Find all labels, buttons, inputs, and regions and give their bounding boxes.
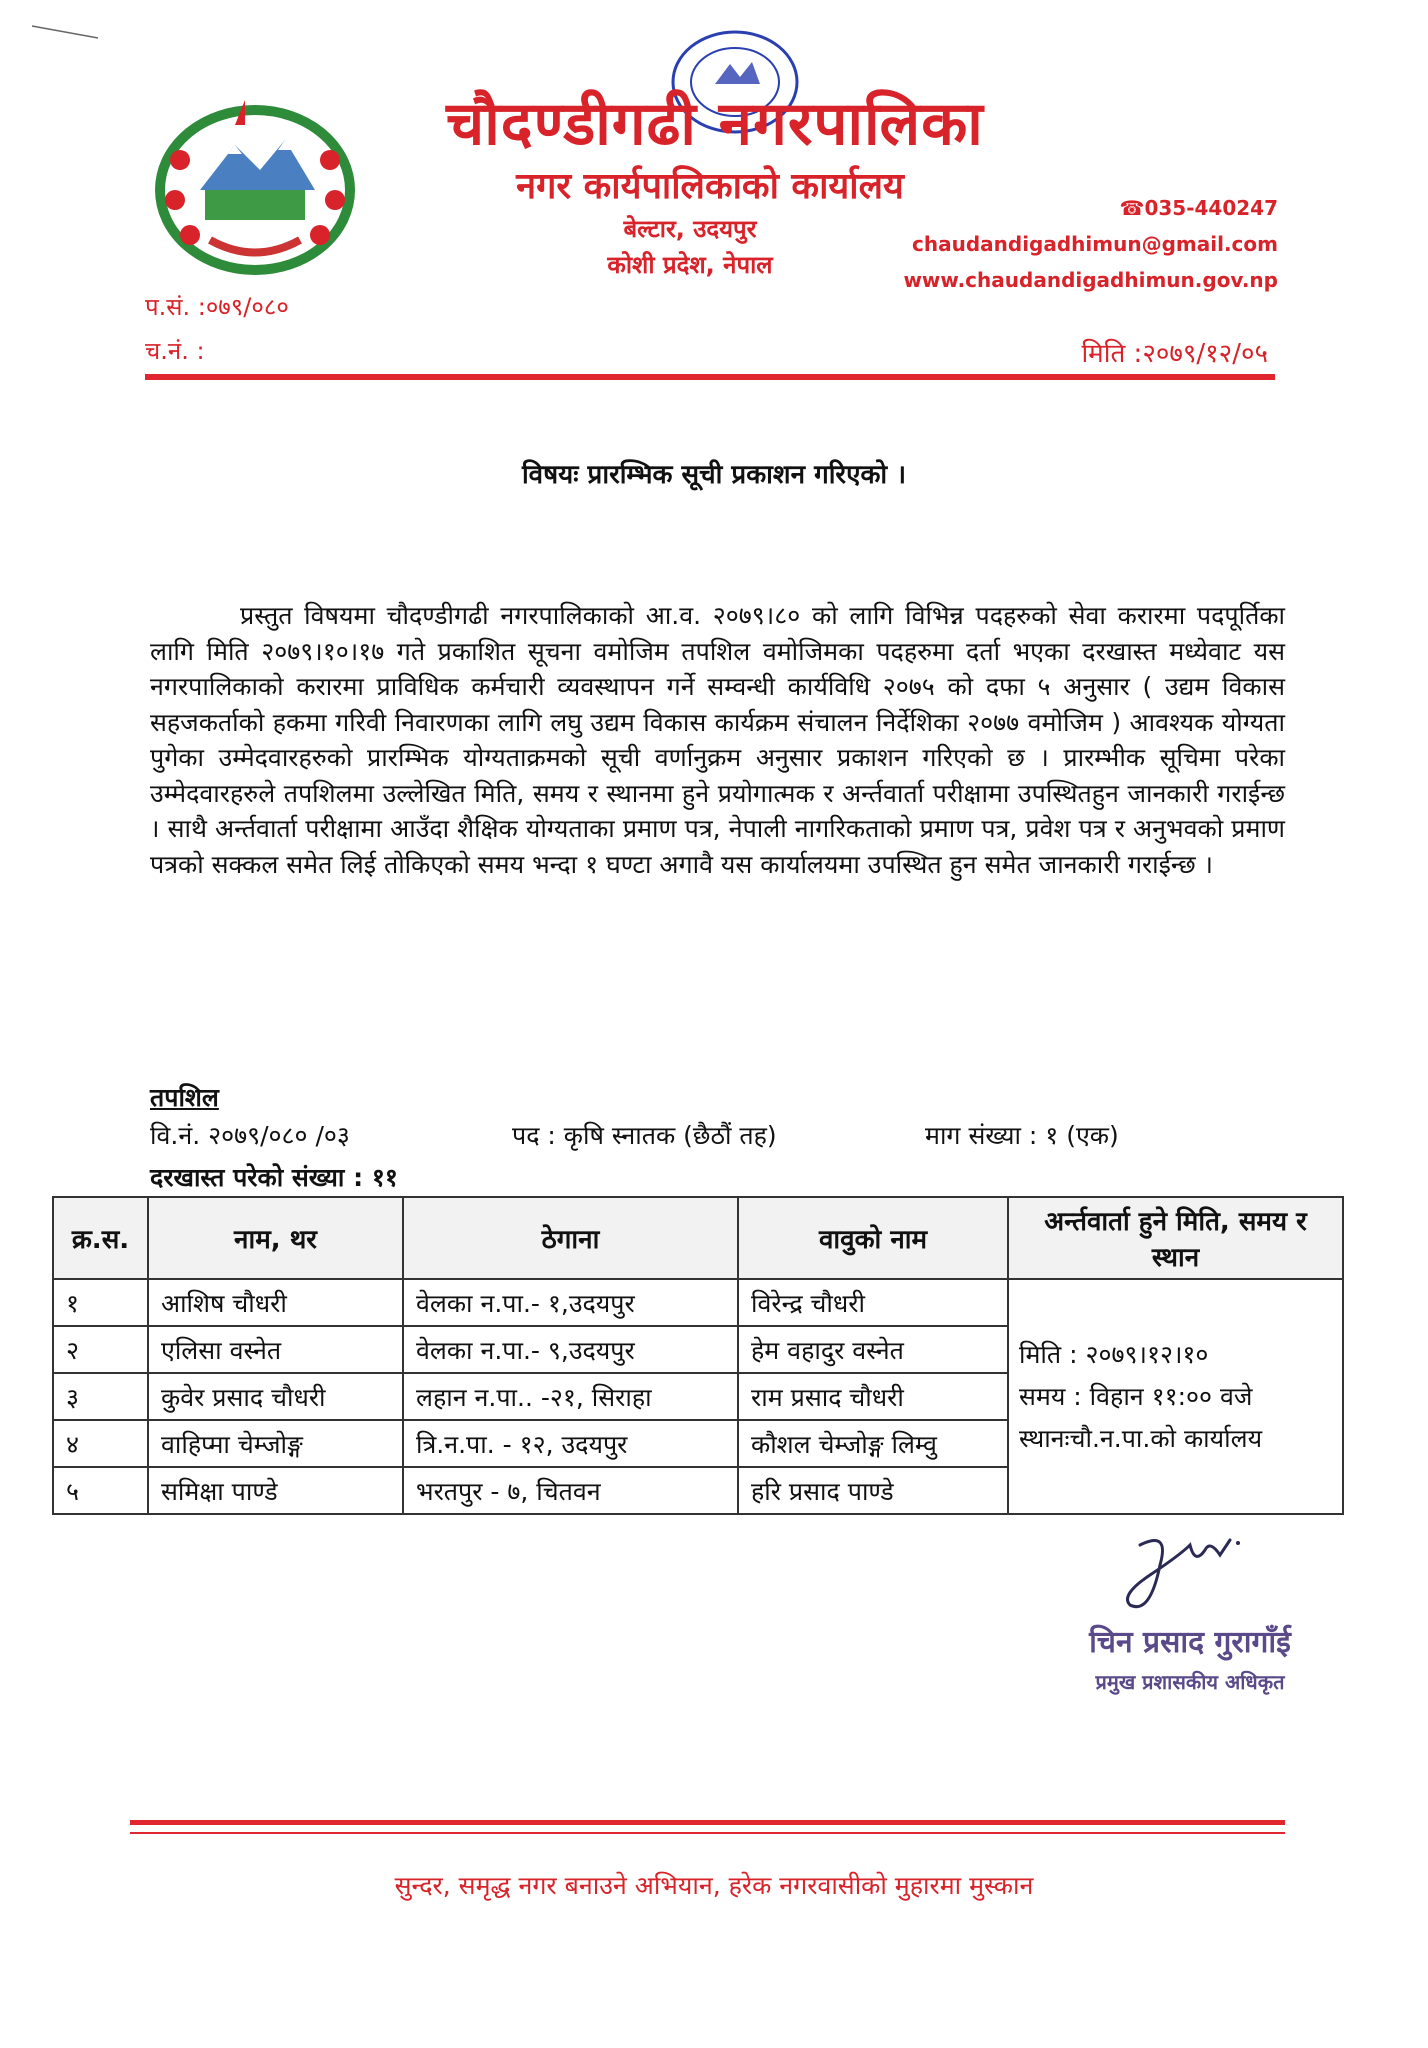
phone-number: ☎035-440247 — [1119, 196, 1278, 220]
org-name: चौदण्डीगढी नगरपालिका — [446, 89, 984, 159]
table-row — [53, 1279, 1343, 1326]
post-name: पद : कृषि स्नातक (छैठौं तह) — [512, 1121, 777, 1150]
subject-line: विषयः प्रारम्भिक सूची प्रकाशन गरिएको । — [521, 460, 907, 490]
email-address: chaudandigadhimun@gmail.com — [912, 232, 1278, 256]
column-header: क्र.स. — [53, 1197, 148, 1279]
office-name: नगर कार्यपालिकाको कार्यालय — [516, 166, 904, 207]
serial-cell: ५ — [53, 1467, 148, 1514]
address-cell: त्रि.न.पा. - १२, उदयपुर — [403, 1420, 738, 1467]
name-cell: समिक्षा पाण्डे — [148, 1467, 403, 1514]
reference-number: प.सं. :०७९/०८० — [145, 293, 289, 321]
address-line-2: कोशी प्रदेश, नेपाल — [607, 251, 773, 279]
application-count: दरखास्त परेको संख्या : ११ — [150, 1163, 398, 1192]
name-cell: कुवेर प्रसाद चौधरी — [148, 1373, 403, 1420]
name-cell: आशिष चौधरी — [148, 1279, 403, 1326]
column-header: नाम, थर — [148, 1197, 403, 1279]
signatory-name: चिन प्रसाद गुरागाँई — [1089, 1625, 1291, 1660]
footer-divider-thin — [130, 1832, 1285, 1834]
header-divider — [145, 374, 1275, 380]
serial-cell: १ — [53, 1279, 148, 1326]
letter-date: मिति :२०७९/१२/०५ — [1081, 339, 1268, 369]
details-heading: तपशिल — [150, 1083, 219, 1112]
candidate-table — [52, 1196, 1344, 1515]
name-cell: वाहिप्मा चेम्जोङ्ग — [148, 1420, 403, 1467]
table-header-row — [53, 1197, 1343, 1279]
footer-divider — [130, 1820, 1285, 1825]
demand-count: माग संख्या : १ (एक) — [925, 1121, 1119, 1150]
website-url: www.chaudandigadhimun.gov.np — [903, 268, 1278, 292]
body-paragraph: प्रस्तुत विषयमा चौदण्डीगढी नगरपालिकाको आ.व. २०७९।८० को लागि विभिन्न पदहरुको सेवा करारमा पदपूर्तिका लागि मिति २०७९।१०।१७ गते प्रकाशित सूचना वमोजिम तपशिल वमोजिमका पदहरुमा दर्ता भएका दरखास्त मध्येवाट यस नगरपालिकाको करारमा प्राविधिक कर्मचारी व्यवस्थापन गर्ने सम्वन्धी कार्यविधि २०७५ को दफा ५ अनुसार ( उद्यम विकास सहजकर्ताको हकमा गरिवी निवारणका लागि लघु उद्यम विकास कार्यक्रम संचालन निर्देशिका २०७७ वमोजिम ) आवश्यक योग्यता पुगेका उम्मेदवारहरुको प्रारम्भिक योग्यताक्रमको सूची वर्णानुक्रम अनुसार प्रकाशन गरिएको छ । प्रारम्भीक सूचिमा परेका उम्मेदवारहरुले तपशिलमा उल्लेखित मिति, समय र स्थानमा हुने प्रयोगात्मक र अर्न्तवार्ता परीक्षामा उपस्थितहुन जानकारी गराईन्छ । साथै अर्न्तवार्ता परीक्षामा आउँदा शैक्षिक योग्यताका प्रमाण पत्र, नेपाली नागरिकताको प्रमाण पत्र, प्रवेश पत्र र अनुभवको प्रमाण पत्रको सक्कल समेत लिई तोकिएको समय भन्दा १ घण्टा अगावै यस कार्यालयमा उपस्थित हुन समेत जानकारी गराईन्छ । — [150, 601, 1285, 879]
column-header: अर्न्तवार्ता हुने मिति, समय र स्थान — [1008, 1197, 1343, 1279]
interview-place: स्थानःचौ.न.पा.को कार्यालय — [1019, 1423, 1263, 1453]
dispatch-number: च.नं. : — [145, 337, 205, 365]
father-name-cell: हरि प्रसाद पाण्डे — [738, 1467, 1008, 1514]
address-cell: वेलका न.पा.- १,उदयपुर — [403, 1279, 738, 1326]
serial-cell: २ — [53, 1326, 148, 1373]
father-name-cell: विरेन्द्र चौधरी — [738, 1279, 1008, 1326]
father-name-cell: राम प्रसाद चौधरी — [738, 1373, 1008, 1420]
address-line-1: बेल्टार, उदयपुर — [623, 215, 757, 243]
father-name-cell: कौशल चेम्जोङ्ग लिम्वु — [738, 1420, 1008, 1467]
serial-cell: ४ — [53, 1420, 148, 1467]
nepal-emblem-logo — [140, 90, 370, 280]
address-cell: लहान न.पा.. -२१, सिराहा — [403, 1373, 738, 1420]
name-cell: एलिसा वस्नेत — [148, 1326, 403, 1373]
address-cell: वेलका न.पा.- ९,उदयपुर — [403, 1326, 738, 1373]
footer-slogan: सुन्दर, समृद्ध नगर बनाउने अभियान, हरेक नगरवासीको मुहारमा मुस्कान — [394, 1871, 1034, 1900]
interview-time: समय : विहान ११:०० वजे — [1019, 1381, 1253, 1411]
interview-schedule-cell — [1008, 1279, 1343, 1514]
scan-mark — [30, 22, 100, 42]
address-cell: भरतपुर - ७, चितवन — [403, 1467, 738, 1514]
interview-date: मिति : २०७९।१२।१० — [1019, 1339, 1209, 1369]
column-header: ठेगाना — [403, 1197, 738, 1279]
handwritten-signature — [1110, 1525, 1250, 1625]
column-header: वावुको नाम — [738, 1197, 1008, 1279]
father-name-cell: हेम वहादुर वस्नेत — [738, 1326, 1008, 1373]
signatory-title: प्रमुख प्रशासकीय अधिकृत — [1095, 1670, 1285, 1694]
vacancy-number: वि.नं. २०७९/०८० /०३ — [150, 1121, 350, 1150]
serial-cell: ३ — [53, 1373, 148, 1420]
